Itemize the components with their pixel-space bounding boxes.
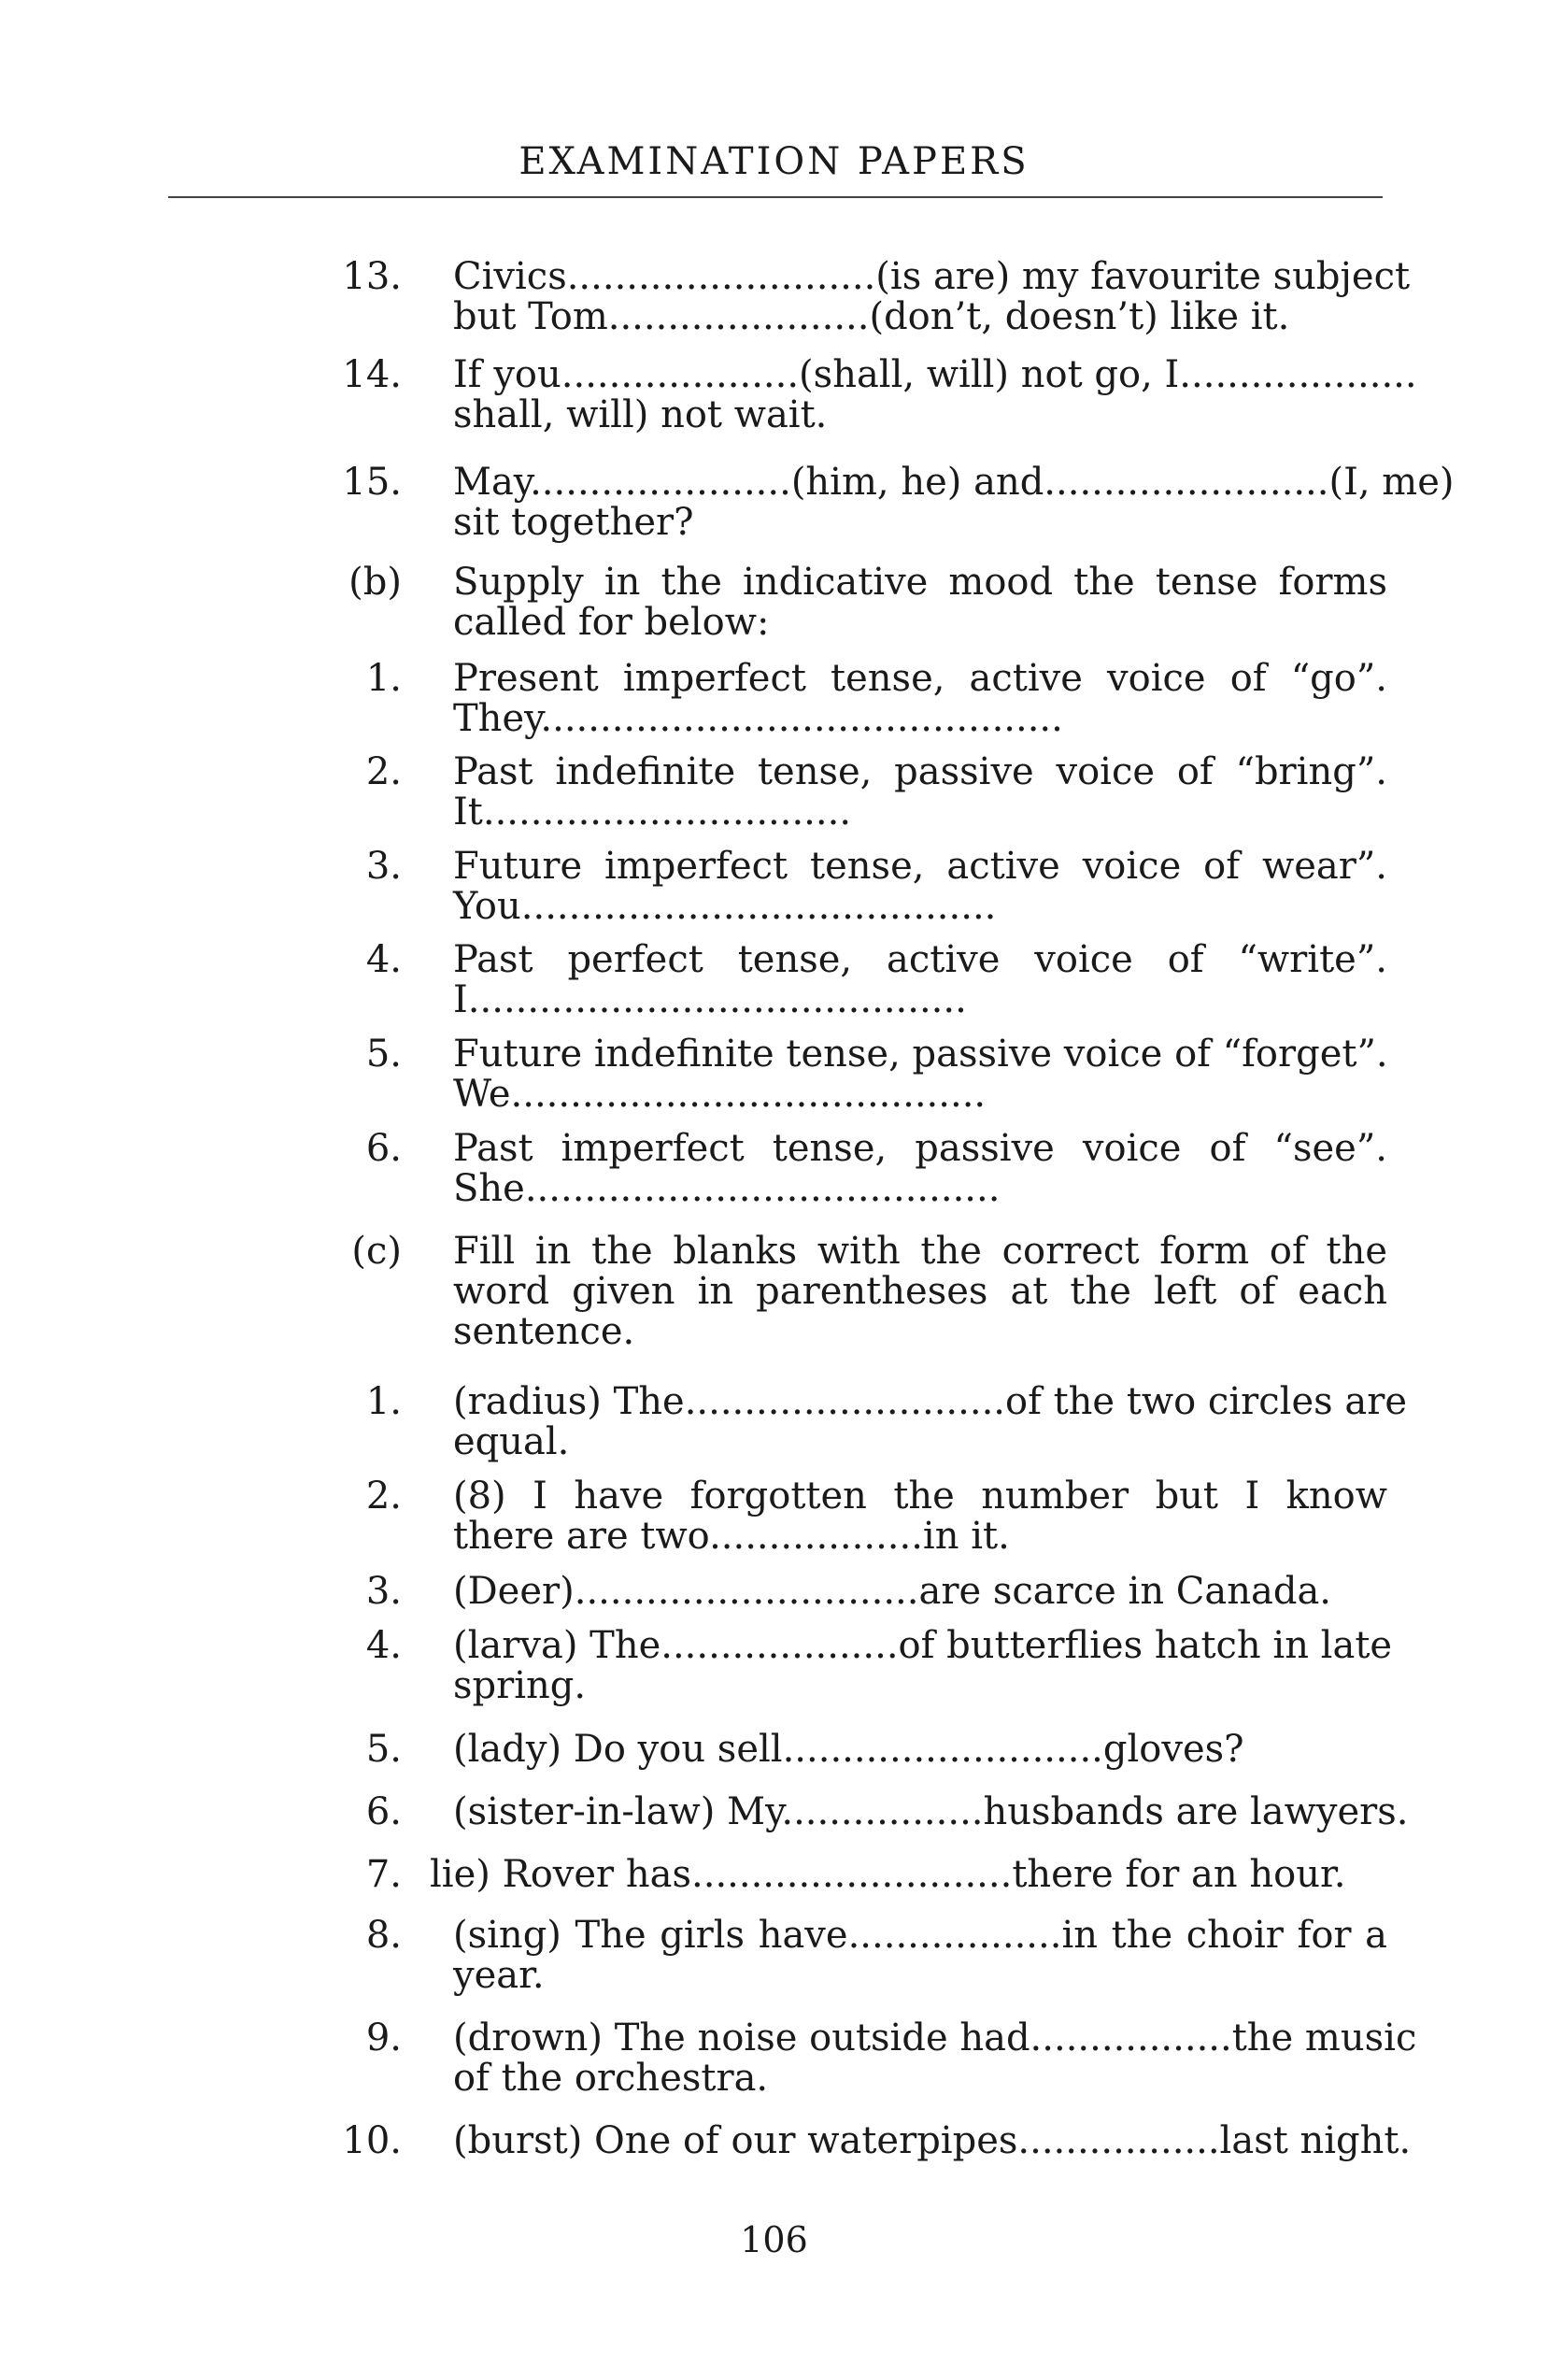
item-number: 10. [342,2119,402,2162]
item-line: It............................... [453,791,852,834]
item-line: lie) Rover has...........................there for an hour. [430,1853,1346,1896]
item-number: 8. [365,1914,402,1957]
item-number: 2. [365,1475,402,1518]
item-number: 2. [365,750,402,793]
item-number: 13. [342,255,402,298]
item-number: (b) [348,561,402,604]
item-line: (lady) Do you sell...........................gloves? [453,1728,1244,1771]
item-line: You........................................ [453,885,997,928]
item-line: Future indefinite tense, passive voice of “forget”. [453,1033,1388,1076]
item-number: 5. [365,1033,402,1076]
item-number: 6. [365,1127,402,1170]
item-line: spring. [453,1664,587,1707]
page-number: 106 [740,2219,808,2260]
item-line: Past imperfect tense, passive voice of “see”. [453,1127,1387,1170]
page-header: EXAMINATION PAPERS [518,140,1030,183]
item-line: called for below: [453,601,770,644]
item-number: 4. [365,1624,402,1667]
item-line: word given in parentheses at the left of each [453,1270,1387,1313]
item-number: 3. [365,845,402,888]
item-line: sentence. [453,1310,635,1353]
item-line: (larva) The....................of butterflies hatch in late [453,1624,1393,1667]
item-line: We........................................ [453,1073,987,1116]
item-number: 4. [365,938,402,981]
item-line: there are two..................in it. [453,1515,1010,1558]
item-line: I.......................................... [453,978,967,1021]
item-line: They............................................ [453,697,1063,740]
item-number: 9. [365,2017,402,2059]
item-line: (radius) The...........................of the two circles are [453,1380,1407,1423]
item-number: 15. [342,461,402,504]
item-line: (sister-in-law) My.................husbands are lawyers. [453,1790,1409,1833]
item-line: but Tom......................(don’t, doesn’t) like it. [453,295,1290,338]
item-number: 5. [365,1728,402,1771]
item-line: year. [453,1954,545,1997]
item-line: (8) I have forgotten the number but I know [453,1475,1387,1518]
item-line: Supply in the indicative mood the tense forms [453,561,1387,604]
header-rule [168,196,1383,198]
item-number: (c) [351,1230,402,1273]
item-number: 1. [365,1380,402,1423]
item-line: shall, will) not wait. [453,393,828,436]
item-number: 6. [365,1790,402,1833]
item-line: (Deer).............................are scarce in Canada. [453,1570,1332,1613]
item-number: 7. [365,1853,402,1896]
item-line: of the orchestra. [453,2057,769,2100]
item-line: Future imperfect tense, active voice of wear”. [453,845,1387,888]
item-line: equal. [453,1420,570,1463]
item-number: 3. [365,1570,402,1613]
item-line: sit together? [453,501,694,544]
item-number: 14. [342,353,402,396]
item-line: (burst) One of our waterpipes.................last night. [453,2119,1412,2162]
item-line: If you....................(shall, will) not go, I.................... [453,353,1417,396]
item-line: Present imperfect tense, active voice of “go”. [453,657,1387,700]
item-number: 1. [365,657,402,700]
item-line: (drown) The noise outside had.................the music [453,2017,1417,2059]
item-line: She........................................ [453,1167,1001,1210]
item-line: Past perfect tense, active voice of “write”. [453,938,1387,981]
item-line: May......................(him, he) and........................(I, me) [453,461,1455,504]
item-line: Civics..........................(is are) my favourite subject [453,255,1411,298]
item-line: (sing) The girls have..................in the choir for a [453,1914,1387,1957]
item-line: Fill in the blanks with the correct form of the [453,1230,1387,1273]
item-line: Past indefinite tense, passive voice of “bring”. [453,750,1387,793]
